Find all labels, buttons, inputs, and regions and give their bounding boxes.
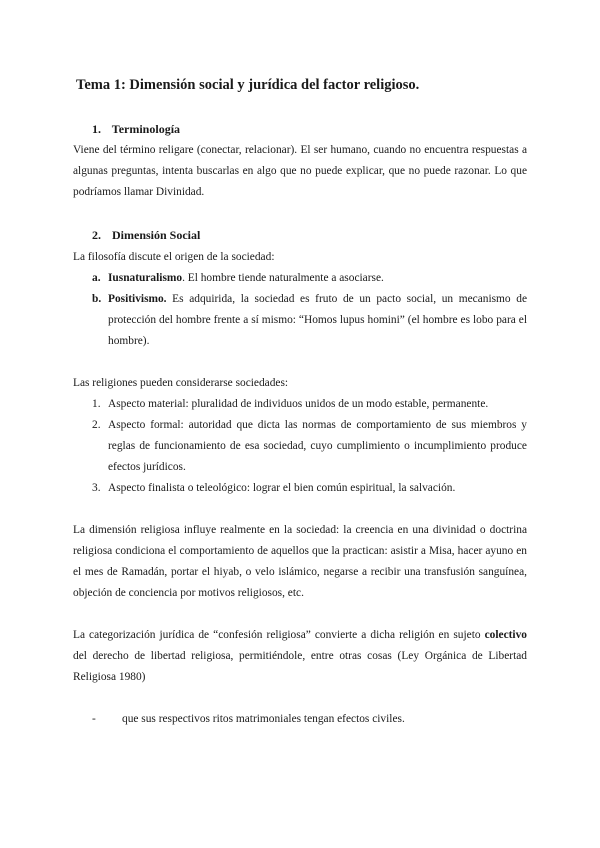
categorizacion-juridica-paragraph <box>73 625 527 688</box>
paragraph-text: La categorización jurídica de “confesión religiosa” convierte a dicha religión en sujeto <box>73 629 485 641</box>
filosofia-intro: La filosofía discute el origen de la sociedad: <box>73 251 275 263</box>
list-item <box>92 268 527 289</box>
list-text: Aspecto material: pluralidad de individuos unidos de un modo estable, permanente. <box>108 398 489 410</box>
document-title: Tema 1: Dimensión social y jurídica del factor religioso. <box>76 77 420 93</box>
section-heading-dimension-social <box>92 228 200 243</box>
bullet-item <box>92 709 527 730</box>
list-text: Aspecto formal: autoridad que dicta las normas de comportamiento de sus miembros y reglas de funcionamiento de esa sociedad, cuyo cumplimiento o incumplimiento produce efectos jurídicos. <box>108 419 527 473</box>
paragraph-emphasis: colectivo <box>484 629 527 641</box>
list-marker: 3. <box>92 482 101 494</box>
section-title: Terminología <box>111 122 181 136</box>
list-item <box>92 289 527 352</box>
list-item <box>92 394 527 415</box>
terminologia-paragraph: Viene del término religare (conectar, relacionar). El ser humano, cuando no encuentra respuestas a algunas preguntas, intenta buscarlas en algo que no puede explicar, que no puede razonar. Lo que podríamos llamar Divinidad. <box>73 144 527 198</box>
list-item <box>92 478 527 499</box>
list-term: Iusnaturalismo <box>108 272 183 284</box>
bullet-text: que sus respectivos ritos matrimoniales tengan efectos civiles. <box>122 713 405 725</box>
list-term: Positivismo. <box>108 293 167 305</box>
list-marker: 2. <box>92 419 101 431</box>
list-text: . El hombre tiende naturalmente a asociarse. <box>182 272 384 284</box>
list-marker: a. <box>92 272 101 284</box>
list-marker: b. <box>92 293 102 305</box>
list-item <box>92 415 527 478</box>
list-text: Es adquirida, la sociedad es fruto de un pacto social, un mecanismo de protección del hombre frente a sí mismo: “Homos lupus homini” (el hombre es lobo para el hombre). <box>108 293 527 347</box>
religiones-intro: Las religiones pueden considerarse sociedades: <box>73 377 289 389</box>
paragraph-text: del derecho de libertad religiosa, permitiéndole, entre otras cosas (Ley Orgánica de Libertad Religiosa 1980) <box>73 650 527 683</box>
bullet-marker: - <box>92 713 96 725</box>
section-number: 2. <box>92 228 101 242</box>
dimension-religiosa-paragraph: La dimensión religiosa influye realmente en la sociedad: la creencia en una divinidad o doctrina religiosa condiciona el comportamiento de aquellos que la practican: asistir a Misa, hacer ayuno en el mes de Ramadán, portar el hiyab, o velo islámico, negarse a recibir una transfusión sanguínea, objeción de conciencia por motivos religiosos, etc. <box>73 524 527 599</box>
list-text: Aspecto finalista o teleológico: lograr el bien común espiritual, la salvación. <box>108 482 456 494</box>
list-marker: 1. <box>92 398 101 410</box>
section-title: Dimensión Social <box>112 228 201 242</box>
section-number: 1. <box>92 122 101 136</box>
section-heading-terminologia <box>92 122 180 137</box>
